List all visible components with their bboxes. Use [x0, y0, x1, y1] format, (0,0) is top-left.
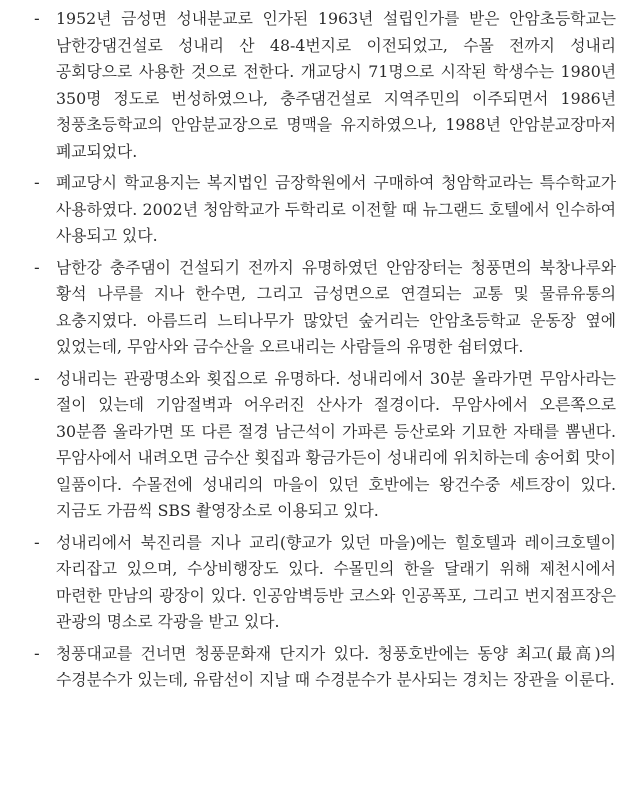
paragraph-text: 1952년 금성면 성내분교로 인가된 1963년 설립인가를 받은 안암초등학교는 남한강댐건설로 성내리 산 48-4번지로 이전되었고, 수몰 전까지 성내리 공회당으로 사용한 것으로 전한다. 개교당시 71명으로 시작된 학생수는 1980년 350명 정도로 번성하였으나, 충주댐건설로 지역주민의 이주되면서 1986년 청풍초등학교의 안암분교장으로 명맥을 유지하였으나, 1988년 안암분교장마저 폐교되었다.: [56, 9, 616, 161]
paragraph-list: [34, 6, 616, 699]
bullet-dash: -: [34, 532, 40, 552]
paragraph-text: 남한강 충주댐이 건설되기 전까지 유명하였던 안암장터는 청풍면의 북창나루와 황석 나루를 지나 한수면, 그리고 금성면으로 연결되는 교통 및 물류유통의 요충지였다. 아름드리 느티나무가 많았던 숲거리는 안암초등학교 운동장 옆에 있었는데, 무암사와 금수산을 오르내리는 사람들의 유명한 쉼터였다.: [56, 257, 616, 356]
bullet-dash: -: [34, 643, 40, 663]
paragraph: [34, 641, 616, 694]
paragraph-text: 성내리는 관광명소와 횟집으로 유명하다. 성내리에서 30분 올라가면 무암사라는 절이 있는데 기암절벽과 어우러진 산사가 절경이다. 무암사에서 오른쪽으로 30분쯤 올라가면 또 다른 절경 남근석이 가파른 등산로와 기묘한 자태를 뽐낸다. 무암사에서 내려오면 금수산 횟집과 황금가든이 성내리에 위치하는데 송어회 맛이 일품이다. 수몰전에 성내리의 마을이 있던 호반에는 왕건수중 세트장이 있다. 지금도 가끔씩 SBS 촬영장소로 이용되고 있다.: [56, 368, 616, 520]
paragraph: [34, 530, 616, 636]
bullet-dash: -: [34, 257, 40, 277]
paragraph-text: 폐교당시 학교용지는 복지법인 금장학원에서 구매하여 청암학교라는 특수학교가 사용하였다. 2002년 청암학교가 두학리로 이전할 때 뉴그랜드 호텔에서 인수하여 사용되고 있다.: [56, 173, 616, 245]
bullet-dash: -: [34, 173, 40, 192]
paragraph-text: 성내리에서 북진리를 지나 교리(향교가 있던 마을)에는 힐호텔과 레이크호텔이 자리잡고 있으며, 수상비행장도 있다. 수몰민의 한을 달래기 위해 제천시에서 마련한 만남의 광장이 있다. 인공암벽등반 코스와 인공폭포, 그리고 번지점프장은 관광의 명소로 각광을 받고 있다.: [56, 532, 616, 631]
paragraph: [34, 366, 616, 525]
paragraph: [34, 255, 616, 361]
bullet-dash: -: [34, 9, 40, 28]
paragraph: [34, 6, 616, 165]
paragraph: [34, 170, 616, 250]
bullet-dash: -: [34, 368, 40, 388]
paragraph-text: 청풍대교를 건너면 청풍문화재 단지가 있다. 청풍호반에는 동양 최고(最高)의 수경분수가 있는데, 유람선이 지날 때 수경분수가 분사되는 경치는 장관을 이룬다.: [56, 643, 616, 689]
